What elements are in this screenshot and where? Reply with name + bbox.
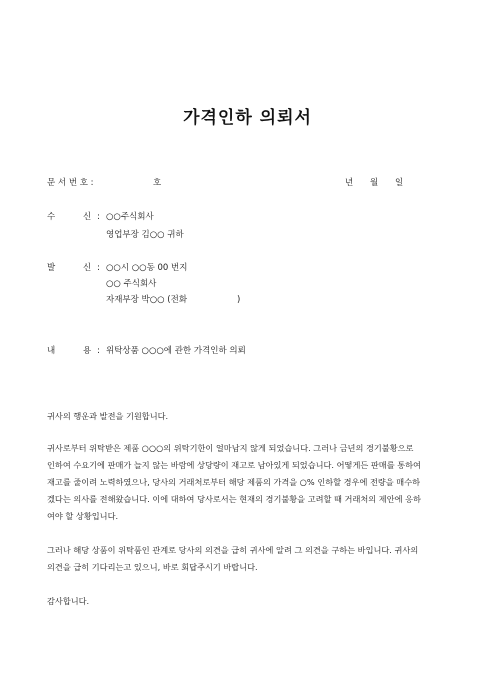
paragraph-1-line: 귀사로부터 위탁받은 제품 ○○○의 위탁기한이 얼마남지 않게 되었습니다. 그러나 금년의 경기불황으로 [47, 443, 414, 453]
sender-label-a: 발 [47, 263, 56, 273]
recipient-label-a: 수 [47, 212, 56, 222]
sender-label-b: 신 [83, 263, 92, 273]
doc-number-label: 문 서 번 호 : [47, 178, 94, 188]
sender-phone-close: ) [237, 295, 241, 305]
greeting-line: 귀사의 행운과 발전을 기원합니다. [47, 411, 169, 421]
closing [47, 593, 457, 610]
subject-row [0, 345, 495, 357]
paragraph-1-line: 재고를 줄이려 노력하였으나, 당사의 거래처로부터 해당 제품의 가격을 ○% 인하할 경우에 전량을 매수하 [47, 477, 421, 487]
paragraph-2 [47, 542, 457, 576]
recipient-block [0, 211, 495, 251]
paragraph-1 [47, 440, 457, 525]
recipient-label-b: 신 [83, 212, 92, 222]
recipient-colon: : [97, 212, 100, 222]
sender-company: ○○ 주식회사 [106, 279, 157, 289]
doc-date-day: 일 [395, 178, 404, 188]
doc-number-ho: 호 [153, 178, 162, 188]
sender-person: 자재부장 박○○ (전화 [106, 295, 188, 305]
doc-date-month: 월 [370, 178, 379, 188]
paragraph-2-line: 의견을 급히 기다리는고 있으니, 바로 회답주시기 바랍니다. [47, 562, 258, 572]
paragraph-2-line: 그러나 해당 상품이 위탁품인 관계로 당사의 의견을 급히 귀사에 알려 그 의견을 구하는 바입니다. 귀사의 [47, 545, 419, 555]
sender-block [0, 262, 495, 312]
doc-date-year: 년 [345, 178, 354, 188]
paragraph-1-line: 겠다는 의사를 전해왔습니다. 이에 대하여 당사로서는 현재의 경기불황을 고려할 때 거래처의 제안에 응하 [47, 494, 421, 504]
sender-address: ○○시 ○○동 00 번지 [106, 263, 188, 273]
subject-colon: : [97, 346, 100, 356]
document-title: 가격인하 의뢰서 [183, 108, 312, 128]
subject-label-b: 용 [83, 346, 92, 356]
subject-text: 위탁상품 ○○○에 관한 가격인하 의뢰 [106, 346, 246, 356]
greeting [47, 408, 457, 425]
closing-line: 감사합니다. [47, 596, 90, 606]
paragraph-1-line: 여야 할 상황입니다. [47, 511, 119, 521]
doc-number-row [0, 177, 495, 189]
subject-label-a: 내 [47, 346, 56, 356]
sender-colon: : [97, 263, 100, 273]
paragraph-1-line: 인하여 수요기에 판매가 늘지 않는 바람에 상당량이 재고로 남아있게 되었습니다. 어떻게든 판매를 통하여 [47, 460, 421, 470]
recipient-person: 영업부장 김○○ 귀하 [106, 230, 184, 240]
recipient-company: ○○주식회사 [106, 212, 154, 222]
